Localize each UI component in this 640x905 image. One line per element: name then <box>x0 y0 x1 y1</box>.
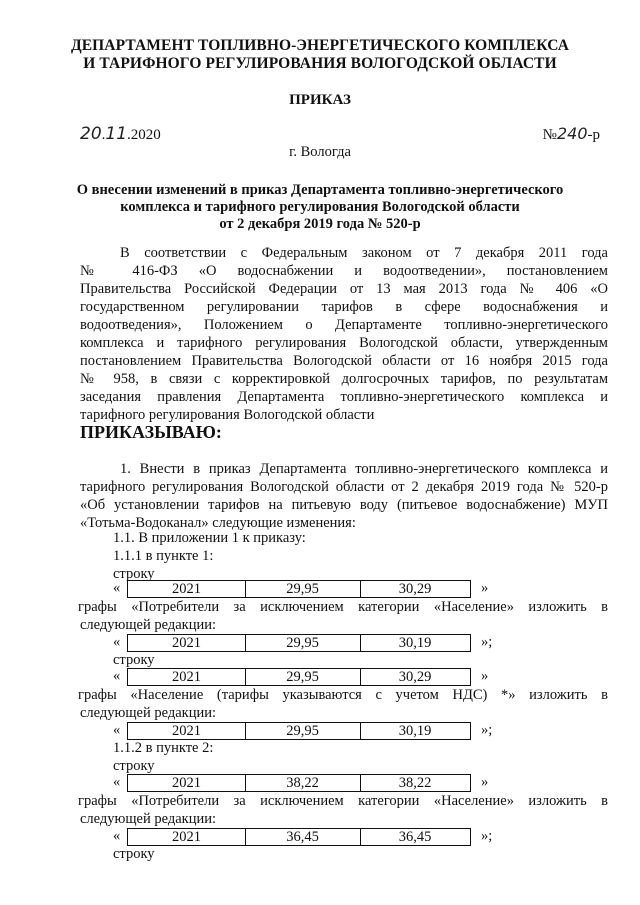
close-quote: »; <box>481 634 493 650</box>
order-word: ПРИКАЗЫВАЮ: <box>80 422 222 442</box>
number-handwritten: 240 <box>556 124 588 143</box>
org-name-line-1: ДЕПАРТАМЕНТ ТОПЛИВНО-ЭНЕРГЕТИЧЕСКОГО КОМПЛЕКСА <box>70 37 570 54</box>
cell-tariff-2: 36,45 <box>398 829 432 845</box>
open-quote: « <box>113 668 121 684</box>
tariff-table <box>127 828 471 846</box>
close-quote: » <box>481 774 489 790</box>
label-stroku: строку <box>113 758 155 774</box>
graphs-line: графы «Население (тарифы указываются с учетом НДС) *» изложить в <box>78 687 608 703</box>
order-date <box>80 124 161 144</box>
subject-line-1: О внесении изменений в приказ Департамента топливно-энергетического <box>76 182 564 198</box>
cell-tariff-1: 29,95 <box>245 581 361 597</box>
cell-tariff-2: 38,22 <box>398 775 432 791</box>
tariff-table <box>127 668 471 686</box>
close-quote: »; <box>481 828 493 844</box>
label-stroku: строку <box>113 566 155 582</box>
org-name-line-2: И ТАРИФНОГО РЕГУЛИРОВАНИЯ ВОЛОГОДСКОЙ ОБЛАСТИ <box>83 55 557 72</box>
cell-tariff-1: 36,45 <box>245 829 361 845</box>
date-month-handwritten: 11 <box>105 124 128 144</box>
tariff-table <box>127 722 471 740</box>
cell-tariff-1: 29,95 <box>245 723 361 739</box>
subitem-1-1: 1.1. В приложении 1 к приказу: <box>113 530 306 546</box>
label-stroku: строку <box>113 652 155 668</box>
close-quote: »; <box>481 722 493 738</box>
cell-tariff-1: 29,95 <box>245 669 361 685</box>
open-quote: « <box>113 580 121 596</box>
preamble-paragraph <box>80 244 608 424</box>
graphs-paragraph-b <box>80 686 608 722</box>
tariff-table <box>127 774 471 792</box>
number-prefix: № <box>542 127 557 143</box>
date-year: .2020 <box>127 127 161 143</box>
item-1-paragraph <box>80 460 608 532</box>
city-name: г. Вологда <box>289 144 351 160</box>
graphs-line: следующей редакции: <box>80 811 217 827</box>
item-1-line: «Об установлении тарифов на питьевую воду (питьевое водоснабжение) МУП <box>80 497 608 513</box>
cell-tariff-2: 30,29 <box>398 669 432 685</box>
preamble-line: комплекса и тарифного регулирования Вологодской области, утвержденным <box>80 335 608 351</box>
graphs-line: графы «Потребители за исключением категории «Население» изложить в <box>78 793 608 809</box>
date-separator: . <box>101 127 106 143</box>
cell-year: 2021 <box>128 581 246 597</box>
open-quote: « <box>113 828 121 844</box>
subject-line-2: комплекса и тарифного регулирования Вологодской области <box>120 199 520 215</box>
item-1-line: тарифного регулирования Вологодской области от 2 декабря 2019 года № 520-р <box>80 479 608 495</box>
subitem-1-1-2: 1.1.2 в пункте 2: <box>113 740 214 756</box>
preamble-line: Правительства Российской Федерации от 13 мая 2013 года № 406 «О <box>80 281 608 297</box>
close-quote: » <box>481 580 489 596</box>
preamble-line: тарифного регулирования Вологодской области <box>80 407 375 423</box>
graphs-paragraph-a <box>80 598 608 634</box>
preamble-line: водоотведения», Положением о Департаменте топливно-энергетического <box>80 317 608 333</box>
subitem-1-1-1: 1.1.1 в пункте 1: <box>113 548 214 564</box>
preamble-line: № 416-ФЗ «О водоснабжении и водоотведении», постановлением <box>80 263 608 279</box>
item-1-line: 1. Внести в приказ Департамента топливно-энергетического комплекса и <box>120 461 608 477</box>
close-quote: » <box>481 668 489 684</box>
open-quote: « <box>113 774 121 790</box>
graphs-line: следующей редакции: <box>80 617 217 633</box>
graphs-line: следующей редакции: <box>80 705 217 721</box>
graphs-paragraph-c <box>80 792 608 828</box>
open-quote: « <box>113 722 121 738</box>
graphs-line: графы «Потребители за исключением категории «Население» изложить в <box>78 599 608 615</box>
subject-line-3: от 2 декабря 2019 года № 520-р <box>219 216 421 232</box>
tariff-table <box>127 580 471 598</box>
cell-tariff-2: 30,19 <box>398 723 432 739</box>
cell-year: 2021 <box>128 669 246 685</box>
preamble-line: В соответствии с Федеральным законом от 7 декабря 2011 года <box>120 245 608 261</box>
cell-tariff-1: 29,95 <box>245 635 361 651</box>
preamble-line: № 958, в связи с корректировкой долгосрочных тарифов, по результатам <box>80 371 608 387</box>
item-1-line: «Тотьма-Водоканал» следующие изменения: <box>80 515 356 531</box>
cell-year: 2021 <box>128 723 246 739</box>
open-quote: « <box>113 634 121 650</box>
cell-tariff-1: 38,22 <box>245 775 361 791</box>
preamble-line: государственном регулировании тарифов в сфере водоснабжения и <box>80 299 608 315</box>
cell-year: 2021 <box>128 775 246 791</box>
number-suffix: -р <box>587 127 600 143</box>
doc-type-title: ПРИКАЗ <box>289 92 351 108</box>
order-number <box>543 124 600 144</box>
cell-year: 2021 <box>128 635 246 651</box>
cell-tariff-2: 30,19 <box>398 635 432 651</box>
label-stroku: строку <box>113 846 155 862</box>
tariff-table <box>127 634 471 652</box>
cell-tariff-2: 30,29 <box>398 581 432 597</box>
cell-year: 2021 <box>128 829 246 845</box>
preamble-line: заседания правления Департамента топливно-энергетического комплекса и <box>80 389 608 405</box>
date-day-handwritten: 20 <box>80 124 102 144</box>
preamble-line: постановлением Правительства Вологодской области от 16 ноября 2015 года <box>80 353 608 369</box>
